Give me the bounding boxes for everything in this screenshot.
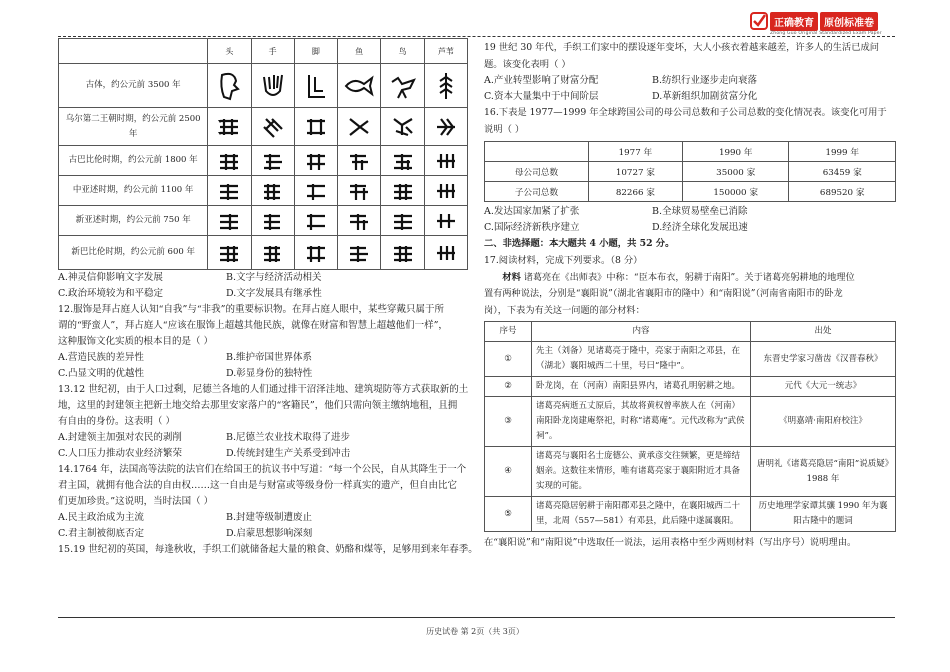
reed-cuneiform-icon	[433, 242, 459, 264]
header-cell: 手	[251, 39, 294, 64]
material-text: 置有两种说法，分别是“襄阳说”（湖北省襄阳市的隆中）和“南阳说”（河南省南阳市的卧龙	[484, 288, 843, 299]
table-cell: 35000 家	[682, 162, 789, 182]
q17-title: 17.阅读材料，完成下列要求。（8 分）	[484, 254, 643, 266]
table-row	[485, 142, 896, 162]
fish-cuneiform-icon	[346, 150, 372, 172]
top-rule	[58, 36, 895, 37]
hand-cuneiform-icon	[260, 115, 286, 139]
row-number: ①	[485, 342, 532, 377]
table-cell: 母公司总数	[485, 162, 589, 182]
q15-option-b[interactable]: B.纺织行业逐步走向衰落	[652, 75, 758, 86]
hand-cuneiform-icon	[260, 180, 286, 202]
q16-option-c[interactable]: C.国际经济新秩序建立	[484, 222, 580, 233]
q11-options-row-2	[58, 286, 468, 302]
row-source: 历史地理学家谭其骧 1990 年为襄阳古隆中的题词	[751, 497, 896, 532]
bird-cuneiform-icon	[390, 115, 416, 139]
header-cell: 芦苇	[424, 39, 467, 64]
q17-material	[484, 269, 896, 286]
table-row	[59, 108, 468, 146]
q15-options-row-2	[484, 89, 896, 105]
logo-main-text: 正确教育	[770, 12, 818, 31]
table-row	[485, 342, 896, 377]
table-row	[485, 182, 896, 202]
section-two-heading: 二、非选择题：本大题共 4 小题，共 52 分。	[484, 238, 675, 249]
reed-cuneiform-icon	[433, 210, 459, 232]
period-cell: 新巴比伦时期，约公元前 600 年	[59, 236, 208, 270]
q16-text: 16.下表是 1977—1999 年全球跨国公司的母公司总数和子公司总数的变化情况表。该变化可用于	[484, 107, 887, 118]
header-cell: 1977 年	[588, 142, 682, 162]
bird-cuneiform-icon	[390, 150, 416, 172]
publisher-logo	[750, 12, 878, 30]
header-cell: 序号	[485, 322, 532, 342]
hand-pictograph-icon	[260, 71, 286, 101]
hand-cuneiform-icon	[260, 210, 286, 232]
logo-subtitle: Zhong Guo Original Standardized Exam Paper	[770, 31, 882, 36]
header-cell	[59, 39, 208, 64]
q15-text-continued: 19 世纪 30 年代，手织工们家中的摆设逐年变坏，大人小孩衣着越来越差，许多人的生活已成问	[484, 42, 880, 53]
foot-cuneiform-icon	[303, 180, 329, 202]
head-cuneiform-icon	[216, 242, 242, 264]
material-label: 材料	[502, 272, 521, 283]
row-content: 诸葛亮与襄阳名士庞德公、黄承彦交往频繁，更是缔结姻亲。这数往来情形，唯有诸葛亮家于襄阳附近才具备实现的可能。	[532, 447, 751, 497]
row-number: ②	[485, 377, 532, 397]
table-row	[59, 236, 468, 270]
row-number: ⑤	[485, 497, 532, 532]
cuneiform-table	[58, 38, 468, 270]
table-row	[485, 377, 896, 397]
period-cell: 古体，约公元前 3500 年	[59, 64, 208, 108]
q15-option-d[interactable]: D.革新组织加剧贫富分化	[652, 91, 758, 102]
q14-option-c[interactable]: C.君主制被彻底否定	[58, 528, 144, 539]
table-row	[59, 64, 468, 108]
q13-text: 13.12 世纪初，由于人口过剩，尼德兰各地的人们通过排干沼泽洼地、建筑堤防等方式获取新的土	[58, 384, 469, 395]
bird-cuneiform-icon	[390, 242, 416, 264]
header-cell: 鸟	[381, 39, 424, 64]
q16-option-d[interactable]: D.经济全球化发展迅速	[652, 222, 748, 233]
row-source: 元代《大元一统志》	[751, 377, 896, 397]
bird-cuneiform-icon	[390, 180, 416, 202]
table-row	[59, 206, 468, 236]
q15-text: 15.19 世纪初的英国，每逢秋收，手织工们就储备起大量的粮食、奶酪和煤等，足够用到来年春季。	[58, 544, 478, 555]
checkmark-icon	[750, 12, 768, 30]
left-column	[58, 38, 478, 558]
q14-option-a[interactable]: A.民主政治成为主流	[58, 512, 144, 523]
header-cell: 鱼	[337, 39, 380, 64]
table-row	[59, 146, 468, 176]
q15-options-row-1	[484, 73, 896, 89]
q13-option-c[interactable]: C.人口压力推动农业经济繁荣	[58, 448, 182, 459]
q12-option-c[interactable]: C.凸显文明的优越性	[58, 368, 144, 379]
q14-text: 们更加珍贵。”这说明，当时法国（ ）	[58, 496, 214, 507]
table-row	[485, 397, 896, 447]
foot-cuneiform-icon	[303, 150, 329, 172]
q16-option-a[interactable]: A.发达国家加紧了扩张	[484, 206, 580, 217]
table-cell: 82266 家	[588, 182, 682, 202]
header-cell	[485, 142, 589, 162]
row-source: 《明嘉靖·南阳府校注》	[751, 397, 896, 447]
q13-text: 地，这里的封建领主把新土地交给去那里安家落户的“客籍民”，他们只需向领主缴纳地租，且拥	[58, 400, 458, 411]
hand-cuneiform-icon	[260, 242, 286, 264]
q13-option-d[interactable]: D.传统封建生产关系受到冲击	[226, 448, 351, 459]
q12-text: 谓的“野蛮人”，拜占庭人“应该在服饰上超越其他民族，就像在财富和智慧上超越他们一样”，	[58, 320, 448, 331]
table-cell: 子公司总数	[485, 182, 589, 202]
q16-options-row-2	[484, 220, 896, 236]
q16-text: 说明（ ）	[484, 123, 525, 135]
header-cell: 1999 年	[789, 142, 896, 162]
head-pictograph-icon	[216, 71, 242, 101]
fish-cuneiform-icon	[346, 115, 372, 139]
table-row	[485, 162, 896, 182]
bird-cuneiform-icon	[390, 210, 416, 232]
material-text: 诸葛亮在《出师表》中称：“臣本布衣，躬耕于南阳”。关于诸葛亮躬耕地的地理位	[523, 272, 855, 283]
reed-cuneiform-icon	[433, 150, 459, 172]
q16-options-row-1	[484, 204, 896, 220]
period-cell: 乌尔第二王朝时期，约公元前 2500 年	[59, 108, 208, 146]
table-cell: 63459 家	[789, 162, 896, 182]
q13-option-b[interactable]: B.尼德兰农业技术取得了进步	[226, 432, 351, 443]
row-number: ④	[485, 447, 532, 497]
q13-options-row-2	[58, 446, 468, 462]
q15-option-c[interactable]: C.资本大量集中于中间阶层	[484, 91, 599, 102]
foot-cuneiform-icon	[303, 115, 329, 139]
q14-option-b[interactable]: B.封建等级制遭废止	[226, 512, 313, 523]
q12-options-row-2	[58, 366, 468, 382]
q17-question: 在“襄阳说”和“南阳说”中选取任一说法，运用表格中至少两则材料（写出序号）说明理由。	[484, 537, 857, 548]
fish-cuneiform-icon	[346, 242, 372, 264]
table-row	[485, 447, 896, 497]
header-cell: 头	[208, 39, 251, 64]
sources-table	[484, 321, 896, 532]
row-number: ③	[485, 397, 532, 447]
q14-options-row-1	[58, 510, 468, 526]
q11-option-b[interactable]: B.文字与经济活动相关	[226, 272, 322, 283]
reed-cuneiform-icon	[433, 115, 459, 139]
bird-pictograph-icon	[388, 72, 418, 100]
table-cell: 10727 家	[588, 162, 682, 182]
q11-option-c[interactable]: C.政治环境较为和平稳定	[58, 288, 163, 299]
period-cell: 新亚述时期，约公元前 750 年	[59, 206, 208, 236]
q13-option-a[interactable]: A.封建领主加强对农民的剥削	[58, 432, 182, 443]
head-cuneiform-icon	[216, 180, 242, 202]
q11-options-row-1	[58, 270, 468, 286]
reed-cuneiform-icon	[433, 180, 459, 202]
q13-options-row-1	[58, 430, 468, 446]
q12-option-d[interactable]: D.彰显身份的独特性	[226, 368, 313, 379]
row-content: 先主（刘备）见诸葛亮于隆中，亮家于南阳之邓县，在（湖北）襄阳城西二十里，号曰“隆中”。	[532, 342, 751, 377]
q15-option-a[interactable]: A.产业转型影响了财富分配	[484, 75, 599, 86]
table-row	[485, 322, 896, 342]
foot-pictograph-icon	[303, 71, 329, 101]
table-row	[485, 497, 896, 532]
company-table	[484, 141, 896, 202]
reed-pictograph-icon	[436, 71, 456, 101]
script-table-header	[59, 39, 468, 64]
fish-cuneiform-icon	[346, 180, 372, 202]
q11-option-d[interactable]: D.文字发展具有继承性	[226, 288, 322, 299]
q12-text: 这种服饰文化实质的根本目的是（ ）	[58, 336, 214, 347]
right-column	[484, 40, 896, 552]
q12-text: 12.服饰是拜占庭人认知“自我”与“非我”的重要标识物。在拜占庭人眼中，某些穿戴只属于所	[58, 304, 445, 315]
q11-option-a[interactable]: A.神灵信仰影响文字发展	[58, 272, 163, 283]
header-cell: 出处	[751, 322, 896, 342]
logo-badge-text: 原创标准卷	[820, 12, 878, 31]
row-source: 东晋史学家习凿齿《汉晋春秋》	[751, 342, 896, 377]
head-cuneiform-icon	[216, 150, 242, 172]
table-cell: 689520 家	[789, 182, 896, 202]
q14-options-row-2	[58, 526, 468, 542]
row-content: 诸葛亮隐居躬耕于南阳郡邓县之隆中，在襄阳城西二十里，北周（557—581）有邓县，此后隆中遂属襄阳。	[532, 497, 751, 532]
q12-option-a[interactable]: A.营造民族的差异性	[58, 352, 144, 363]
q12-options-row-1	[58, 350, 468, 366]
foot-cuneiform-icon	[303, 210, 329, 232]
bottom-rule	[58, 617, 895, 618]
table-cell: 150000 家	[682, 182, 789, 202]
material-text: 岗），下表为有关这一问题的部分材料：	[484, 304, 645, 316]
row-source: 唐明礼《诸葛亮隐居“南阳”说质疑》1988 年	[751, 447, 896, 497]
head-cuneiform-icon	[216, 115, 242, 139]
head-cuneiform-icon	[216, 210, 242, 232]
q14-text: 君主国，就拥有他合法的自由权……这一自由是与财富或等级身份一样真实的遗产，但自由比它	[58, 480, 458, 491]
table-row	[59, 176, 468, 206]
period-cell: 古巴比伦时期，约公元前 1800 年	[59, 146, 208, 176]
fish-cuneiform-icon	[346, 210, 372, 232]
q14-option-d[interactable]: D.启蒙思想影响深刻	[226, 528, 313, 539]
header-cell: 内容	[532, 322, 751, 342]
row-content: 卧龙岗，在（河南）南阳县界内，诸葛孔明躬耕之地。	[532, 377, 751, 397]
q16-option-b[interactable]: B.全球贸易壁垒已消除	[652, 206, 748, 217]
foot-cuneiform-icon	[303, 242, 329, 264]
page-footer: 历史试卷 第 2页（共 3页）	[426, 627, 524, 636]
q15-text-continued: 题。该变化表明（ ）	[484, 58, 571, 70]
q12-option-b[interactable]: B.维护帝国世界体系	[226, 352, 313, 363]
hand-cuneiform-icon	[260, 150, 286, 172]
q13-text: 有自由的身份。这表明（ ）	[58, 416, 176, 427]
q14-text: 14.1764 年，法国高等法院的法官们在给国王的抗议书中写道：“每一个公民，自从其降生于一个	[58, 464, 467, 475]
fish-pictograph-icon	[344, 75, 374, 97]
header-cell: 脚	[294, 39, 337, 64]
row-content: 诸葛亮病逝五丈原后，其故将黄权曾率族人在（河南）南阳卧龙岗建庵祭祀，时称“诸葛庵”。元代改称为“武侯祠”。	[532, 397, 751, 447]
period-cell: 中亚述时期，约公元前 1100 年	[59, 176, 208, 206]
header-cell: 1990 年	[682, 142, 789, 162]
